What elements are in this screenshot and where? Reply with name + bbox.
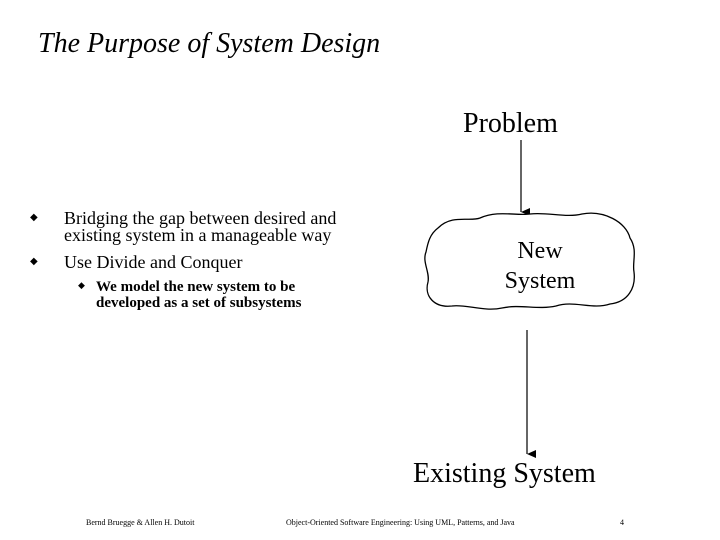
problem-label: Problem bbox=[463, 108, 558, 139]
diamond-bullet-icon: ◆ bbox=[30, 212, 38, 223]
existing-system-label: Existing System bbox=[413, 458, 596, 489]
page-number: 4 bbox=[620, 518, 624, 527]
bullet-text: Bridging the gap between desired and existing system in a manageable way bbox=[64, 208, 337, 245]
diamond-sub-bullet-icon: ◆ bbox=[78, 280, 85, 290]
bullet-text: Use Divide and Conquer bbox=[64, 252, 243, 272]
footer-book-title: Object-Oriented Software Engineering: Using UML, Patterns, and Java bbox=[286, 518, 515, 527]
footer-authors: Bernd Bruegge & Allen H. Dutoit bbox=[86, 518, 195, 527]
new-system-label: New System bbox=[504, 238, 576, 294]
slide-title: The Purpose of System Design bbox=[38, 28, 381, 59]
sub-bullet-text: We model the new system to be developed as a set of subsystems bbox=[96, 279, 302, 311]
diamond-bullet-icon: ◆ bbox=[30, 256, 38, 267]
